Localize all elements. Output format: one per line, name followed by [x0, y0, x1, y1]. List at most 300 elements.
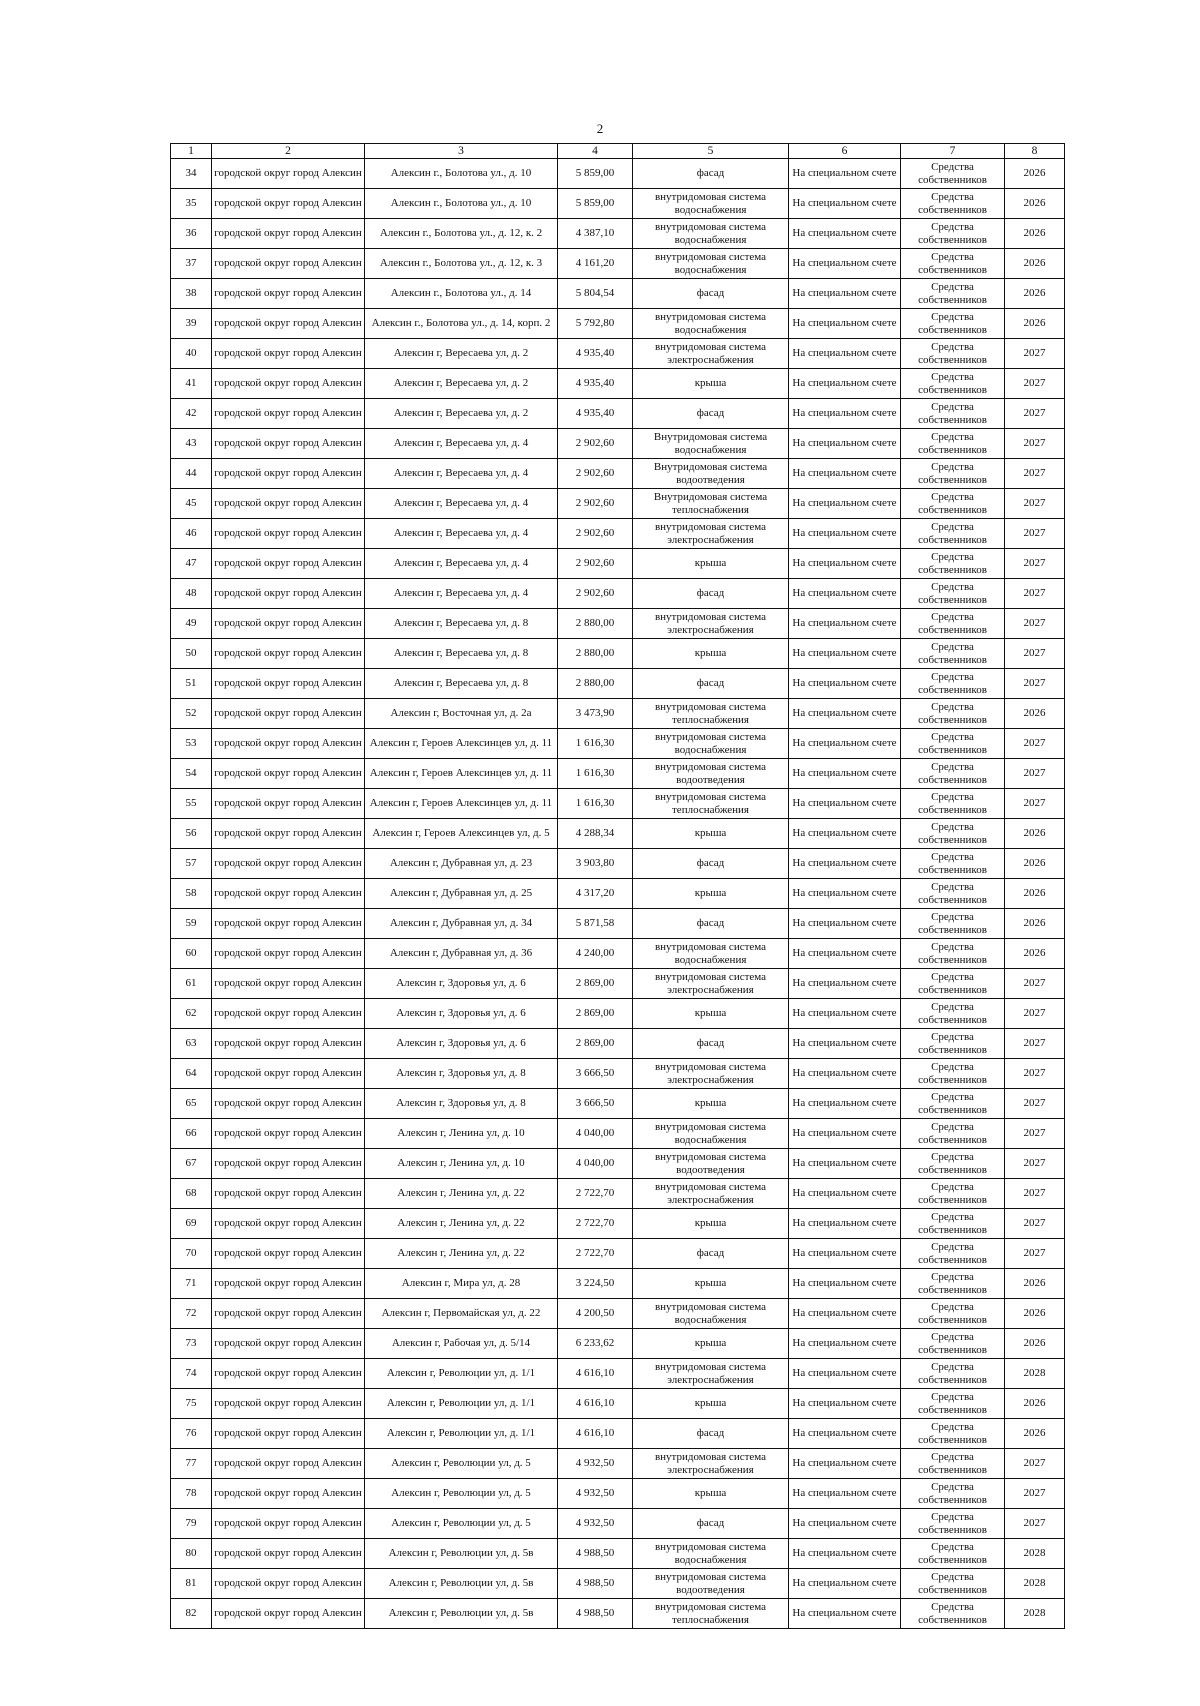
funding-source-cell: Средства собственников [901, 1359, 1005, 1389]
table-row [171, 309, 1065, 339]
table-row [171, 1029, 1065, 1059]
account-cell: На специальном счете [789, 1479, 901, 1509]
table-row [171, 609, 1065, 639]
municipality-cell: городской округ город Алексин [212, 1569, 365, 1599]
municipality-cell: городской округ город Алексин [212, 1539, 365, 1569]
table-row [171, 1449, 1065, 1479]
account-cell: На специальном счете [789, 609, 901, 639]
table-row [171, 909, 1065, 939]
address-cell: Алексин г, Вересаева ул, д. 4 [365, 429, 558, 459]
work-type-cell: фасад [633, 909, 789, 939]
table-row [171, 1209, 1065, 1239]
year-cell: 2027 [1005, 1059, 1065, 1089]
cost-cell: 4 932,50 [558, 1479, 633, 1509]
municipality-cell: городской округ город Алексин [212, 519, 365, 549]
account-cell: На специальном счете [789, 1209, 901, 1239]
row-number: 74 [171, 1359, 212, 1389]
municipality-cell: городской округ город Алексин [212, 1269, 365, 1299]
municipality-cell: городской округ город Алексин [212, 939, 365, 969]
funding-source-cell: Средства собственников [901, 369, 1005, 399]
work-type-cell: крыша [633, 639, 789, 669]
table-row [171, 459, 1065, 489]
work-type-cell: внутридомовая система теплоснабжения [633, 1599, 789, 1629]
row-number: 35 [171, 189, 212, 219]
row-number: 70 [171, 1239, 212, 1269]
cost-cell: 4 935,40 [558, 369, 633, 399]
municipality-cell: городской округ город Алексин [212, 729, 365, 759]
cost-cell: 4 040,00 [558, 1119, 633, 1149]
municipality-cell: городской округ город Алексин [212, 1239, 365, 1269]
municipality-cell: городской округ город Алексин [212, 1479, 365, 1509]
address-cell: Алексин г., Болотова ул., д. 14, корп. 2 [365, 309, 558, 339]
cost-cell: 5 859,00 [558, 159, 633, 189]
work-type-cell: внутридомовая система электроснабжения [633, 1449, 789, 1479]
cost-cell: 2 880,00 [558, 639, 633, 669]
year-cell: 2027 [1005, 1179, 1065, 1209]
work-type-cell: внутридомовая система теплоснабжения [633, 699, 789, 729]
work-type-cell: крыша [633, 549, 789, 579]
row-number: 66 [171, 1119, 212, 1149]
row-number: 55 [171, 789, 212, 819]
municipality-cell: городской округ город Алексин [212, 639, 365, 669]
table-row [171, 219, 1065, 249]
work-type-cell: внутридомовая система водоснабжения [633, 1299, 789, 1329]
municipality-cell: городской округ город Алексин [212, 1179, 365, 1209]
cost-cell: 2 722,70 [558, 1179, 633, 1209]
table-header [171, 144, 1065, 159]
account-cell: На специальном счете [789, 789, 901, 819]
cost-cell: 4 988,50 [558, 1599, 633, 1629]
year-cell: 2027 [1005, 669, 1065, 699]
work-type-cell: внутридомовая система водоотведения [633, 1149, 789, 1179]
capital-repair-table [170, 143, 1065, 1629]
cost-cell: 1 616,30 [558, 759, 633, 789]
table-row [171, 1509, 1065, 1539]
work-type-cell: фасад [633, 1509, 789, 1539]
cost-cell: 4 988,50 [558, 1539, 633, 1569]
year-cell: 2027 [1005, 759, 1065, 789]
table-row [171, 639, 1065, 669]
table-row [171, 1359, 1065, 1389]
row-number: 75 [171, 1389, 212, 1419]
column-header-1: 1 [171, 144, 212, 159]
row-number: 57 [171, 849, 212, 879]
address-cell: Алексин г, Вересаева ул, д. 4 [365, 549, 558, 579]
year-cell: 2026 [1005, 1329, 1065, 1359]
page-number: 2 [596, 121, 604, 136]
municipality-cell: городской округ город Алексин [212, 699, 365, 729]
account-cell: На специальном счете [789, 1089, 901, 1119]
table-row [171, 519, 1065, 549]
municipality-cell: городской округ город Алексин [212, 669, 365, 699]
address-cell: Алексин г, Героев Алексинцев ул, д. 11 [365, 789, 558, 819]
table-row [171, 429, 1065, 459]
cost-cell: 2 880,00 [558, 669, 633, 699]
work-type-cell: внутридомовая система водоотведения [633, 1569, 789, 1599]
municipality-cell: городской округ город Алексин [212, 369, 365, 399]
address-cell: Алексин г, Революции ул, д. 1/1 [365, 1389, 558, 1419]
cost-cell: 2 902,60 [558, 549, 633, 579]
funding-source-cell: Средства собственников [901, 1239, 1005, 1269]
address-cell: Алексин г, Героев Алексинцев ул, д. 11 [365, 729, 558, 759]
address-cell: Алексин г, Дубравная ул, д. 23 [365, 849, 558, 879]
cost-cell: 4 161,20 [558, 249, 633, 279]
address-cell: Алексин г, Ленина ул, д. 22 [365, 1179, 558, 1209]
year-cell: 2027 [1005, 1209, 1065, 1239]
address-cell: Алексин г, Революции ул, д. 5 [365, 1479, 558, 1509]
table-row [171, 1539, 1065, 1569]
year-cell: 2027 [1005, 639, 1065, 669]
funding-source-cell: Средства собственников [901, 849, 1005, 879]
year-cell: 2026 [1005, 879, 1065, 909]
row-number: 69 [171, 1209, 212, 1239]
municipality-cell: городской округ город Алексин [212, 1119, 365, 1149]
account-cell: На специальном счете [789, 849, 901, 879]
cost-cell: 2 869,00 [558, 999, 633, 1029]
funding-source-cell: Средства собственников [901, 609, 1005, 639]
municipality-cell: городской округ город Алексин [212, 1329, 365, 1359]
address-cell: Алексин г, Вересаева ул, д. 4 [365, 519, 558, 549]
municipality-cell: городской округ город Алексин [212, 279, 365, 309]
account-cell: На специальном счете [789, 579, 901, 609]
municipality-cell: городской округ город Алексин [212, 1059, 365, 1089]
address-cell: Алексин г, Вересаева ул, д. 2 [365, 339, 558, 369]
account-cell: На специальном счете [789, 1029, 901, 1059]
municipality-cell: городской округ город Алексин [212, 1599, 365, 1629]
funding-source-cell: Средства собственников [901, 669, 1005, 699]
year-cell: 2027 [1005, 1029, 1065, 1059]
funding-source-cell: Средства собственников [901, 1539, 1005, 1569]
row-number: 67 [171, 1149, 212, 1179]
year-cell: 2027 [1005, 339, 1065, 369]
year-cell: 2027 [1005, 1149, 1065, 1179]
account-cell: На специальном счете [789, 1509, 901, 1539]
address-cell: Алексин г, Ленина ул, д. 22 [365, 1209, 558, 1239]
year-cell: 2027 [1005, 549, 1065, 579]
address-cell: Алексин г., Болотова ул., д. 10 [365, 189, 558, 219]
row-number: 44 [171, 459, 212, 489]
account-cell: На специальном счете [789, 1599, 901, 1629]
account-cell: На специальном счете [789, 1419, 901, 1449]
municipality-cell: городской округ город Алексин [212, 1029, 365, 1059]
funding-source-cell: Средства собственников [901, 729, 1005, 759]
year-cell: 2027 [1005, 579, 1065, 609]
address-cell: Алексин г, Вересаева ул, д. 4 [365, 489, 558, 519]
funding-source-cell: Средства собственников [901, 1209, 1005, 1239]
funding-source-cell: Средства собственников [901, 1149, 1005, 1179]
cost-cell: 2 869,00 [558, 1029, 633, 1059]
funding-source-cell: Средства собственников [901, 579, 1005, 609]
account-cell: На специальном счете [789, 939, 901, 969]
cost-cell: 4 935,40 [558, 399, 633, 429]
table-row [171, 1419, 1065, 1449]
funding-source-cell: Средства собственников [901, 219, 1005, 249]
column-header-2: 2 [212, 144, 365, 159]
cost-cell: 3 473,90 [558, 699, 633, 729]
address-cell: Алексин г, Мира ул, д. 28 [365, 1269, 558, 1299]
account-cell: На специальном счете [789, 1119, 901, 1149]
work-type-cell: крыша [633, 1209, 789, 1239]
cost-cell: 3 903,80 [558, 849, 633, 879]
address-cell: Алексин г, Ленина ул, д. 10 [365, 1149, 558, 1179]
table-row [171, 879, 1065, 909]
column-header-4: 4 [558, 144, 633, 159]
cost-cell: 1 616,30 [558, 729, 633, 759]
address-cell: Алексин г, Здоровья ул, д. 8 [365, 1059, 558, 1089]
year-cell: 2028 [1005, 1359, 1065, 1389]
row-number: 64 [171, 1059, 212, 1089]
work-type-cell: внутридомовая система электроснабжения [633, 519, 789, 549]
work-type-cell: фасад [633, 1239, 789, 1269]
row-number: 59 [171, 909, 212, 939]
address-cell: Алексин г, Революции ул, д. 5 [365, 1449, 558, 1479]
municipality-cell: городской округ город Алексин [212, 189, 365, 219]
cost-cell: 2 902,60 [558, 429, 633, 459]
municipality-cell: городской округ город Алексин [212, 1089, 365, 1119]
account-cell: На специальном счете [789, 969, 901, 999]
municipality-cell: городской округ город Алексин [212, 999, 365, 1029]
work-type-cell: внутридомовая система водоснабжения [633, 219, 789, 249]
year-cell: 2027 [1005, 399, 1065, 429]
cost-cell: 5 804,54 [558, 279, 633, 309]
account-cell: На специальном счете [789, 459, 901, 489]
row-number: 68 [171, 1179, 212, 1209]
cost-cell: 2 902,60 [558, 489, 633, 519]
cost-cell: 4 616,10 [558, 1359, 633, 1389]
address-cell: Алексин г, Здоровья ул, д. 6 [365, 999, 558, 1029]
account-cell: На специальном счете [789, 399, 901, 429]
account-cell: На специальном счете [789, 819, 901, 849]
cost-cell: 4 200,50 [558, 1299, 633, 1329]
account-cell: На специальном счете [789, 159, 901, 189]
address-cell: Алексин г, Восточная ул, д. 2а [365, 699, 558, 729]
row-number: 46 [171, 519, 212, 549]
year-cell: 2027 [1005, 429, 1065, 459]
table-row [171, 159, 1065, 189]
address-cell: Алексин г, Революции ул, д. 5в [365, 1599, 558, 1629]
account-cell: На специальном счете [789, 1179, 901, 1209]
municipality-cell: городской округ город Алексин [212, 219, 365, 249]
table-row [171, 1329, 1065, 1359]
row-number: 45 [171, 489, 212, 519]
year-cell: 2026 [1005, 819, 1065, 849]
column-number-row [171, 144, 1065, 159]
funding-source-cell: Средства собственников [901, 249, 1005, 279]
year-cell: 2026 [1005, 849, 1065, 879]
row-number: 73 [171, 1329, 212, 1359]
municipality-cell: городской округ город Алексин [212, 489, 365, 519]
funding-source-cell: Средства собственников [901, 759, 1005, 789]
table-row [171, 819, 1065, 849]
cost-cell: 6 233,62 [558, 1329, 633, 1359]
table-body [171, 159, 1065, 1629]
column-header-5: 5 [633, 144, 789, 159]
cost-cell: 4 932,50 [558, 1509, 633, 1539]
row-number: 65 [171, 1089, 212, 1119]
year-cell: 2026 [1005, 1269, 1065, 1299]
funding-source-cell: Средства собственников [901, 1179, 1005, 1209]
cost-cell: 2 902,60 [558, 579, 633, 609]
row-number: 41 [171, 369, 212, 399]
address-cell: Алексин г, Вересаева ул, д. 8 [365, 639, 558, 669]
row-number: 77 [171, 1449, 212, 1479]
account-cell: На специальном счете [789, 369, 901, 399]
row-number: 38 [171, 279, 212, 309]
account-cell: На специальном счете [789, 249, 901, 279]
row-number: 58 [171, 879, 212, 909]
work-type-cell: Внутридомовая система водоснабжения [633, 429, 789, 459]
cost-cell: 4 387,10 [558, 219, 633, 249]
municipality-cell: городской округ город Алексин [212, 909, 365, 939]
funding-source-cell: Средства собственников [901, 909, 1005, 939]
address-cell: Алексин г., Болотова ул., д. 10 [365, 159, 558, 189]
work-type-cell: внутридомовая система водоснабжения [633, 249, 789, 279]
municipality-cell: городской округ город Алексин [212, 1359, 365, 1389]
account-cell: На специальном счете [789, 1449, 901, 1479]
account-cell: На специальном счете [789, 1059, 901, 1089]
table-row [171, 279, 1065, 309]
row-number: 43 [171, 429, 212, 459]
funding-source-cell: Средства собственников [901, 1119, 1005, 1149]
address-cell: Алексин г, Вересаева ул, д. 4 [365, 459, 558, 489]
table-row [171, 1059, 1065, 1089]
municipality-cell: городской округ город Алексин [212, 759, 365, 789]
work-type-cell: внутридомовая система электроснабжения [633, 339, 789, 369]
funding-source-cell: Средства собственников [901, 459, 1005, 489]
year-cell: 2026 [1005, 219, 1065, 249]
funding-source-cell: Средства собственников [901, 819, 1005, 849]
address-cell: Алексин г, Ленина ул, д. 22 [365, 1239, 558, 1269]
funding-source-cell: Средства собственников [901, 1059, 1005, 1089]
account-cell: На специальном счете [789, 1269, 901, 1299]
work-type-cell: крыша [633, 1479, 789, 1509]
table-row [171, 759, 1065, 789]
year-cell: 2027 [1005, 729, 1065, 759]
row-number: 76 [171, 1419, 212, 1449]
table-row [171, 1479, 1065, 1509]
funding-source-cell: Средства собственников [901, 639, 1005, 669]
year-cell: 2026 [1005, 309, 1065, 339]
municipality-cell: городской округ город Алексин [212, 1149, 365, 1179]
account-cell: На специальном счете [789, 1329, 901, 1359]
work-type-cell: внутридомовая система водоснабжения [633, 1539, 789, 1569]
year-cell: 2028 [1005, 1539, 1065, 1569]
row-number: 56 [171, 819, 212, 849]
table-row [171, 939, 1065, 969]
year-cell: 2027 [1005, 369, 1065, 399]
municipality-cell: городской округ город Алексин [212, 1449, 365, 1479]
year-cell: 2027 [1005, 969, 1065, 999]
account-cell: На специальном счете [789, 669, 901, 699]
account-cell: На специальном счете [789, 1239, 901, 1269]
funding-source-cell: Средства собственников [901, 489, 1005, 519]
cost-cell: 3 666,50 [558, 1059, 633, 1089]
municipality-cell: городской округ город Алексин [212, 429, 365, 459]
work-type-cell: внутридомовая система электроснабжения [633, 969, 789, 999]
address-cell: Алексин г, Революции ул, д. 5в [365, 1569, 558, 1599]
table-row [171, 729, 1065, 759]
cost-cell: 2 722,70 [558, 1209, 633, 1239]
row-number: 60 [171, 939, 212, 969]
column-header-3: 3 [365, 144, 558, 159]
work-type-cell: внутридомовая система водоснабжения [633, 729, 789, 759]
funding-source-cell: Средства собственников [901, 279, 1005, 309]
municipality-cell: городской округ город Алексин [212, 1419, 365, 1449]
municipality-cell: городской округ город Алексин [212, 249, 365, 279]
account-cell: На специальном счете [789, 279, 901, 309]
funding-source-cell: Средства собственников [901, 1089, 1005, 1119]
municipality-cell: городской округ город Алексин [212, 1509, 365, 1539]
table-row [171, 1239, 1065, 1269]
municipality-cell: городской округ город Алексин [212, 969, 365, 999]
table-row [171, 1119, 1065, 1149]
address-cell: Алексин г, Рабочая ул, д. 5/14 [365, 1329, 558, 1359]
work-type-cell: Внутридомовая система водоотведения [633, 459, 789, 489]
address-cell: Алексин г, Первомайская ул, д. 22 [365, 1299, 558, 1329]
address-cell: Алексин г, Революции ул, д. 1/1 [365, 1359, 558, 1389]
municipality-cell: городской округ город Алексин [212, 549, 365, 579]
work-type-cell: внутридомовая система электроснабжения [633, 1059, 789, 1089]
address-cell: Алексин г, Вересаева ул, д. 8 [365, 669, 558, 699]
account-cell: На специальном счете [789, 1389, 901, 1419]
work-type-cell: фасад [633, 279, 789, 309]
table-row [171, 1089, 1065, 1119]
funding-source-cell: Средства собственников [901, 699, 1005, 729]
funding-source-cell: Средства собственников [901, 1299, 1005, 1329]
funding-source-cell: Средства собственников [901, 189, 1005, 219]
work-type-cell: внутридомовая система электроснабжения [633, 609, 789, 639]
address-cell: Алексин г, Дубравная ул, д. 34 [365, 909, 558, 939]
work-type-cell: внутридомовая система водоснабжения [633, 309, 789, 339]
year-cell: 2026 [1005, 699, 1065, 729]
account-cell: На специальном счете [789, 729, 901, 759]
work-type-cell: фасад [633, 1419, 789, 1449]
account-cell: На специальном счете [789, 1299, 901, 1329]
address-cell: Алексин г., Болотова ул., д. 12, к. 2 [365, 219, 558, 249]
cost-cell: 4 935,40 [558, 339, 633, 369]
work-type-cell: фасад [633, 579, 789, 609]
work-type-cell: крыша [633, 1329, 789, 1359]
table-row [171, 249, 1065, 279]
year-cell: 2026 [1005, 159, 1065, 189]
address-cell: Алексин г, Здоровья ул, д. 8 [365, 1089, 558, 1119]
row-number: 81 [171, 1569, 212, 1599]
municipality-cell: городской округ город Алексин [212, 789, 365, 819]
funding-source-cell: Средства собственников [901, 399, 1005, 429]
funding-source-cell: Средства собственников [901, 999, 1005, 1029]
account-cell: На специальном счете [789, 879, 901, 909]
funding-source-cell: Средства собственников [901, 429, 1005, 459]
cost-cell: 4 317,20 [558, 879, 633, 909]
row-number: 49 [171, 609, 212, 639]
address-cell: Алексин г, Вересаева ул, д. 2 [365, 369, 558, 399]
table-row [171, 399, 1065, 429]
work-type-cell: фасад [633, 1029, 789, 1059]
cost-cell: 3 224,50 [558, 1269, 633, 1299]
row-number: 54 [171, 759, 212, 789]
row-number: 80 [171, 1539, 212, 1569]
funding-source-cell: Средства собственников [901, 159, 1005, 189]
address-cell: Алексин г, Дубравная ул, д. 25 [365, 879, 558, 909]
account-cell: На специальном счете [789, 429, 901, 459]
cost-cell: 4 240,00 [558, 939, 633, 969]
address-cell: Алексин г., Болотова ул., д. 12, к. 3 [365, 249, 558, 279]
table-row [171, 1299, 1065, 1329]
year-cell: 2027 [1005, 1239, 1065, 1269]
work-type-cell: фасад [633, 399, 789, 429]
funding-source-cell: Средства собственников [901, 309, 1005, 339]
cost-cell: 4 932,50 [558, 1449, 633, 1479]
